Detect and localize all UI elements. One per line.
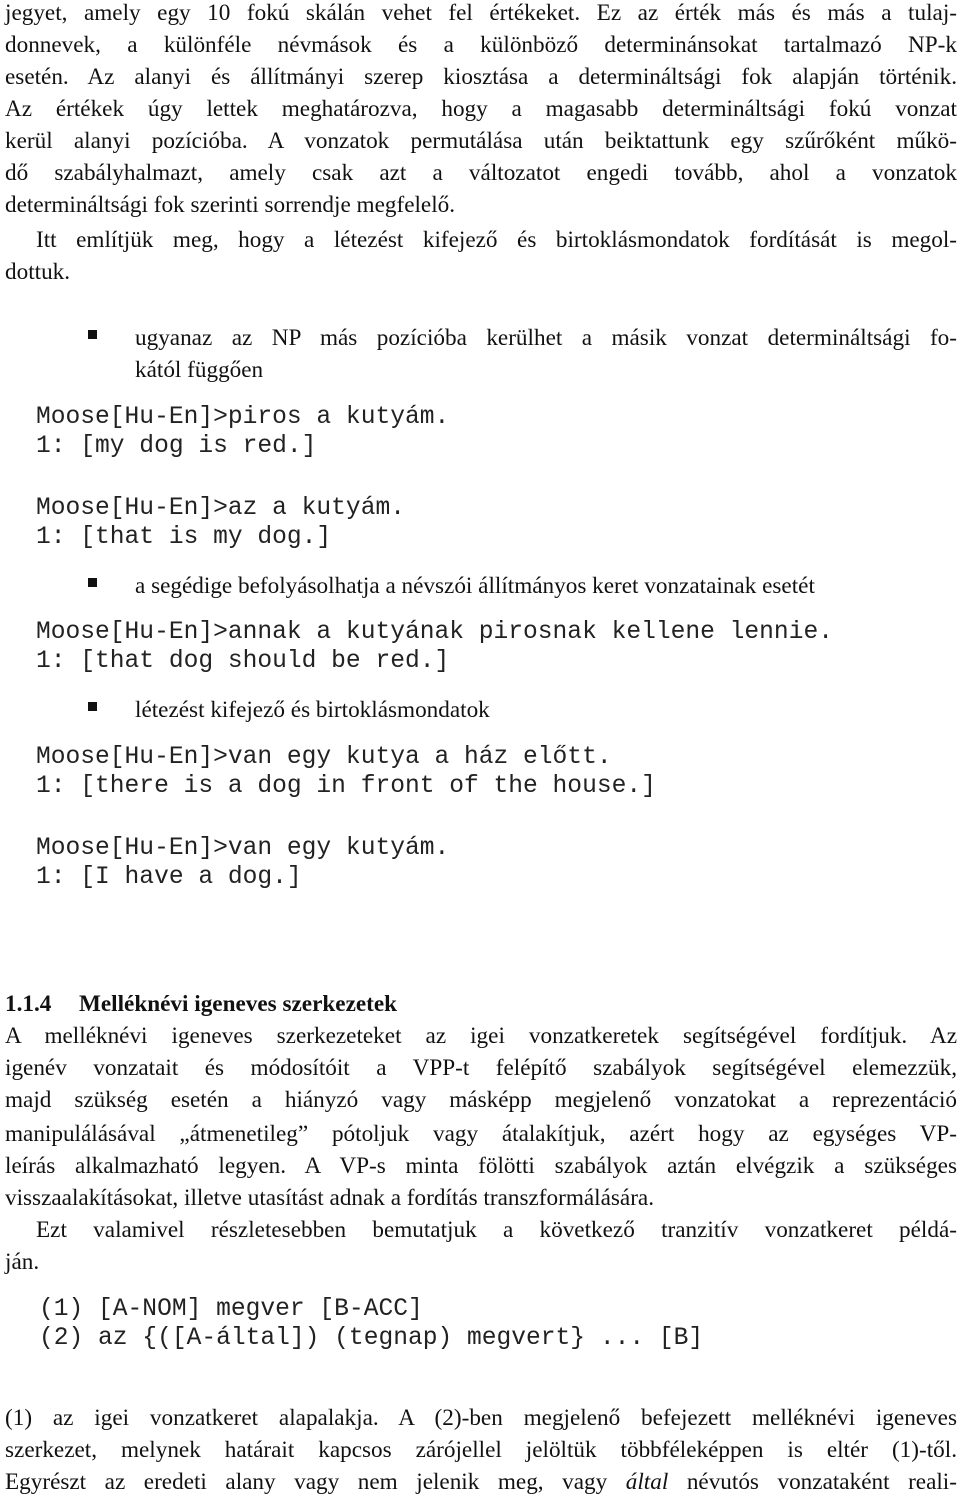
intro-line: jegyet, amely egy 10 fokú skálán vehet fel értékeket. Ez az érték más és más a tulaj- [5, 0, 957, 26]
example-input: Moose[Hu-En]>van egy kutyám. [36, 835, 450, 862]
bullet-marker [88, 330, 97, 339]
paragraph-line: igenév vonzatait és módosítóit a VPP-t felépítő szabályok segítségével elemezzük, [5, 1055, 957, 1081]
bullet-marker [88, 702, 97, 711]
intro-line: kerül alanyi pozícióba. A vonzatok permutálása után beiktattunk egy szűrőként műkö- [5, 128, 957, 154]
intro-line: Az értékek úgy lettek meghatározva, hogy a magasabb determináltsági fokú vonzat [5, 96, 957, 122]
bullet-text: létezést kifejező és birtoklásmondatok [135, 697, 490, 723]
paragraph-line: dottuk. [5, 259, 71, 285]
example-output: 1: [that is my dog.] [36, 524, 332, 551]
line-text: névutós vonzataként reali- [668, 1469, 957, 1495]
example-input: Moose[Hu-En]>piros a kutyám. [36, 404, 450, 431]
example-output: 1: [my dog is red.] [36, 433, 317, 460]
paragraph-line: Ezt valamivel részletesebben bemutatjuk a következő tranzitív vonzatkeret példá- [36, 1217, 957, 1243]
line-text: Egyrészt az eredeti alany vagy nem jelenik meg, vagy [5, 1469, 626, 1495]
intro-line: donnevek, a különféle névmások és a különböző determinánsokat tartalmazó NP-k [5, 32, 957, 58]
bullet-text: kától függően [135, 357, 264, 383]
example-input: Moose[Hu-En]>az a kutyám. [36, 495, 405, 522]
example-output: 1: [I have a dog.] [36, 864, 302, 891]
example-output: 1: [that dog should be red.] [36, 648, 450, 675]
paragraph-line: Itt említjük meg, hogy a létezést kifejező és birtoklásmondatok fordítását is megol- [36, 227, 957, 253]
paragraph-line: manipulálásával „átmenetileg” pótoljuk vagy átalakítjuk, azért hogy az egységes VP- [5, 1121, 957, 1147]
paragraph-line: majd szükség esetén a hiányzó vagy másképp megjelenő vonzatokat a reprezentáció [5, 1087, 957, 1113]
intro-line: dő szabályhalmazt, amely csak azt a változatot engedi tovább, ahol a vonzatok [5, 160, 957, 186]
paragraph-line: (1) az igei vonzatkeret alapalakja. A (2)-ben megjelenő befejezett melléknévi igeneves [5, 1405, 957, 1431]
intro-line: determináltsági fok szerinti sorrendje megfelelő. [5, 192, 456, 218]
example-input: Moose[Hu-En]>annak a kutyának pirosnak kellene lennie. [36, 619, 833, 646]
example-output: 1: [there is a dog in front of the house.] [36, 773, 656, 800]
paragraph-line [5, 1466, 957, 1498]
italic-word: által [625, 1469, 669, 1495]
example-input: Moose[Hu-En]>van egy kutya a ház előtt. [36, 744, 612, 771]
paragraph-line: ján. [5, 1249, 40, 1275]
bullet-text: ugyanaz az NP más pozícióba kerülhet a másik vonzat determináltsági fo- [135, 325, 957, 351]
section-heading [5, 988, 397, 1020]
valency-example: (2) az {([A-által]) (tegnap) megvert} ... [B] [39, 1325, 704, 1352]
valency-example: (1) [A-NOM] megver [B-ACC] [39, 1296, 423, 1323]
paragraph-line: visszaalakításokat, illetve utasítást adnak a fordítás transzformálására. [5, 1185, 655, 1211]
paragraph-line: leírás alkalmazható legyen. A VP-s minta fölötti szabályok aztán elvégzik a szükséges [5, 1153, 957, 1179]
intro-line: esetén. Az alanyi és állítmányi szerep kiosztása a determináltsági fok alapján történik. [5, 64, 957, 90]
bullet-text: a segédige befolyásolhatja a névszói állítmányos keret vonzatainak esetét [135, 573, 815, 599]
section-title: Melléknévi igeneves szerkezetek [79, 991, 398, 1017]
paragraph-line: szerkezet, melynek határait kapcsos zárójellel jelöltük többféleképpen is eltér (1)-től. [5, 1437, 957, 1463]
section-number: 1.1.4 [5, 991, 52, 1017]
paragraph-line: A melléknévi igeneves szerkezeteket az igei vonzatkeretek segítségével fordítjuk. Az [5, 1023, 957, 1049]
bullet-marker [88, 578, 97, 587]
